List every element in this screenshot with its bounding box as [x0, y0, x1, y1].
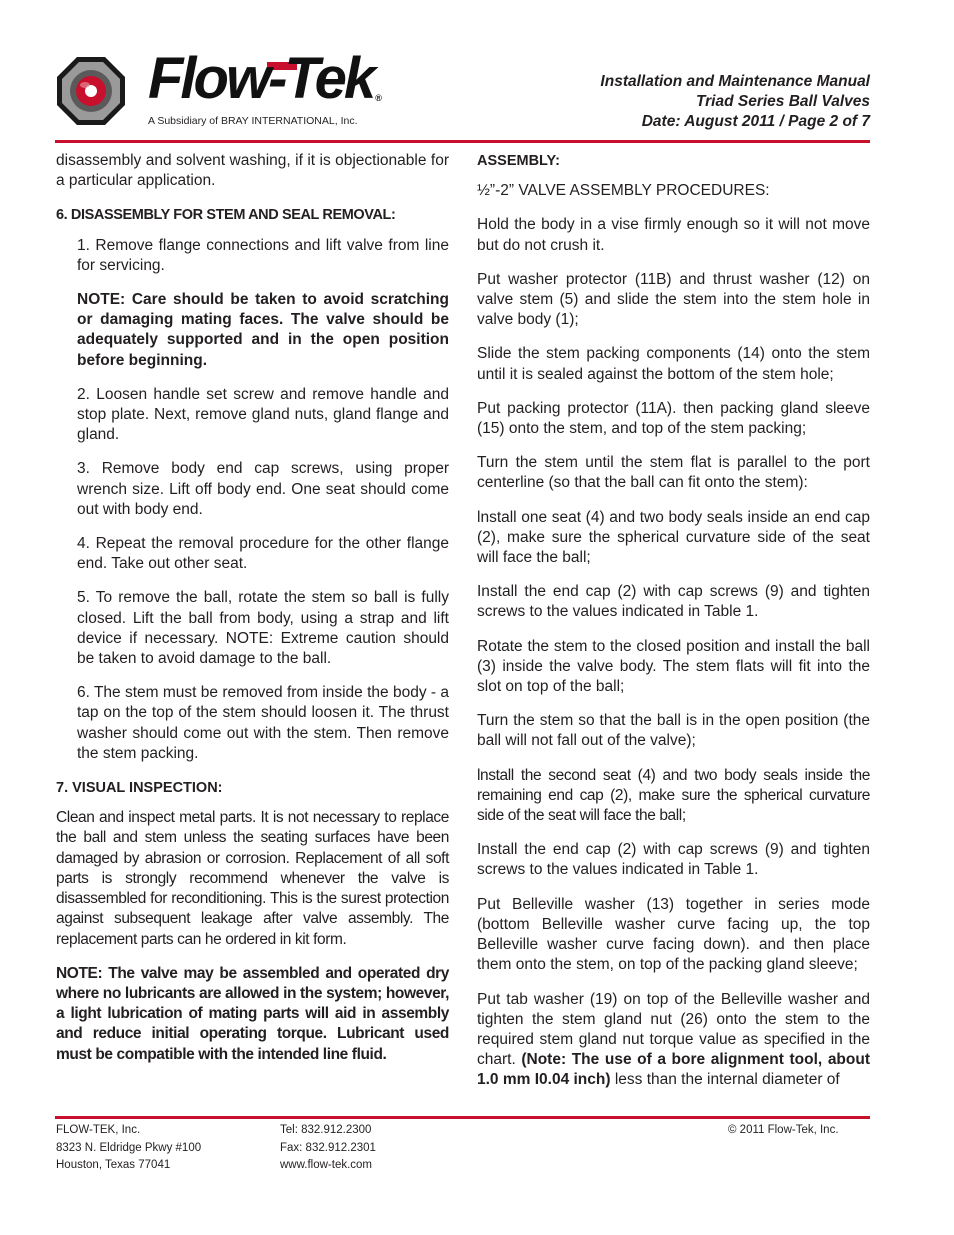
- assembly-heading: ASSEMBLY:: [477, 153, 560, 169]
- assembly-step: lnstall the second seat (4) and two body seals inside the remaining end cap (2), make sure the spherical curvature side of the seat will face the ball;: [477, 766, 870, 825]
- footer-tel: Tel: 832.912.2300: [280, 1124, 372, 1136]
- assembly-step: Hold the body in a vise firmly enough so it will not move but do not crush it.: [477, 216, 870, 254]
- assembly-step: Turn the stem so that the ball is in the open position (the ball will not fall out of the valve);: [477, 712, 870, 750]
- left-column: [56, 151, 449, 1079]
- section6-step2: 2. Loosen handle set screw and remove handle and stop plate. Next, remove gland nuts, gland flange and gland.: [77, 385, 449, 444]
- section7-heading: 7. VISUAL INSPECTION:: [56, 780, 223, 797]
- alignment-tool-note: (Note: The use of a bore alignment tool, about 1.0 mm I0.04 inch): [477, 1051, 871, 1089]
- section6-step1: 1. Remove flange connections and lift valve from line for servicing.: [77, 236, 449, 274]
- assembly-step: Turn the stem until the stem flat is parallel to the port centerline (so that the ball can fit onto the stem):: [477, 454, 870, 492]
- assembly-step: Install the end cap (2) with cap screws (9) and tighten screws to the values indicated in Table 1.: [477, 583, 870, 621]
- document-header: [600, 72, 870, 132]
- flow-tek-logo-icon: [55, 55, 127, 127]
- document-date-page: Date: August 2011 / Page 2 of 7: [641, 113, 870, 130]
- section6-step5: 5. To remove the ball, rotate the stem so ball is fully closed. Lift the ball from body, using a strap and lift device if necessary. NOTE: Extreme caution should be taken to avoid damage to the ball.: [77, 589, 449, 668]
- assembly-step: Put packing protector (11A). then packing gland sleeve (15) onto the stem, and top of the stem packing;: [477, 399, 870, 438]
- section6-heading: 6. DISASSEMBLY FOR STEM AND SEAL REMOVAL:: [56, 207, 396, 224]
- section6-step4: 4. Repeat the removal procedure for the other flange end. Take out other seat.: [77, 535, 449, 573]
- assembly-step: Put washer protector (11B) and thrust washer (12) on valve stem (5) and slide the stem into the stem hole in valve body (1);: [477, 270, 870, 329]
- intro-paragraph: disassembly and solvent washing, if it is objectionable for a particular application.: [56, 152, 449, 190]
- assembly-step: Install the end cap (2) with cap screws (9) and tighten screws to the values indicated in Table 1.: [477, 841, 870, 879]
- section6-note: NOTE: Care should be taken to avoid scratching or damaging mating faces. The valve should be adequately supported and in the open position before beginning.: [77, 291, 449, 369]
- section7-body: Clean and inspect metal parts. It is not necessary to replace the ball and stem unless the seating surfaces have been damaged by abrasion or corrosion. Replacement of all soft parts is strongly recommend whenever the valve is disassembled for reconditioning. This is the surest protection against subsequent leakage after valve assembly. The replacement parts can he ordered in kit form.: [56, 809, 449, 948]
- footer-contact: [280, 1122, 376, 1175]
- logo-subtitle: A Subsidiary of BRAY INTERNATIONAL, Inc.: [148, 115, 358, 127]
- logo-wordmark: Flow-Tek ®: [148, 46, 382, 111]
- assembly-step-final: Put tab washer (19) on top of the Belleville washer and tighten the stem gland nut (26) onto the stem to the required stem gland nut torque value as specified in the chart. (Note: The use of a bore alignment tool, about 1.0 mm I0.04 inch) less than the internal diameter of: [477, 990, 871, 1089]
- assembly-subheading: ½”-2” VALVE ASSEMBLY PROCEDURES:: [477, 182, 770, 200]
- assembly-step: lnstall one seat (4) and two body seals inside an end cap (2), make sure the spherical curvature side of the seat will face the ball;: [477, 508, 870, 567]
- document-title: Installation and Maintenance Manual: [600, 73, 870, 90]
- footer-address-line1: 8323 N. Eldridge Pkwy #100: [56, 1141, 202, 1154]
- right-column: [477, 151, 870, 1105]
- footer-divider: [55, 1116, 870, 1119]
- footer-web: www.flow-tek.com: [280, 1159, 373, 1171]
- assembly-step: Rotate the stem to the closed position and install the ball (3) inside the valve body. The stem flats will fit into the slot on top of the ball;: [477, 637, 870, 696]
- document-subtitle: Triad Series Ball Valves: [695, 93, 870, 110]
- assembly-step: Slide the stem packing components (14) onto the stem until it is sealed against the bottom of the stem hole;: [477, 345, 870, 383]
- section6-step6: 6. The stem must be removed from inside the body - a tap on the top of the stem should loosen it. The thrust washer should come out with the stem. Then remove the stem packing.: [77, 684, 449, 762]
- assembly-step: Put Belleville washer (13) together in series mode (bottom Belleville washer curve facing up, the top Belleville washer curve facing down). and then place them onto the stem, on top of the packing gland sleeve;: [477, 895, 870, 974]
- footer-address-line2: Houston, Texas 77041: [56, 1159, 171, 1171]
- section6-step3: 3. Remove body end cap screws, using proper wrench size. Lift off body end. One seat should come out with body end.: [77, 460, 449, 518]
- header-divider: [55, 140, 870, 143]
- footer-company: FLOW-TEK, Inc.: [56, 1124, 141, 1136]
- footer-copyright: © 2011 Flow-Tek, Inc.: [728, 1124, 839, 1136]
- footer-fax: Fax: 832.912.2301: [280, 1141, 376, 1154]
- section7-note: NOTE: The valve may be assembled and operated dry where no lubricants are allowed in the system; however, a light lubrication of mating parts will aid in assembly and reduce initial operating torque. Lubricant used must be compatible with the intended line fluid.: [56, 964, 449, 1063]
- footer-address: [56, 1122, 201, 1175]
